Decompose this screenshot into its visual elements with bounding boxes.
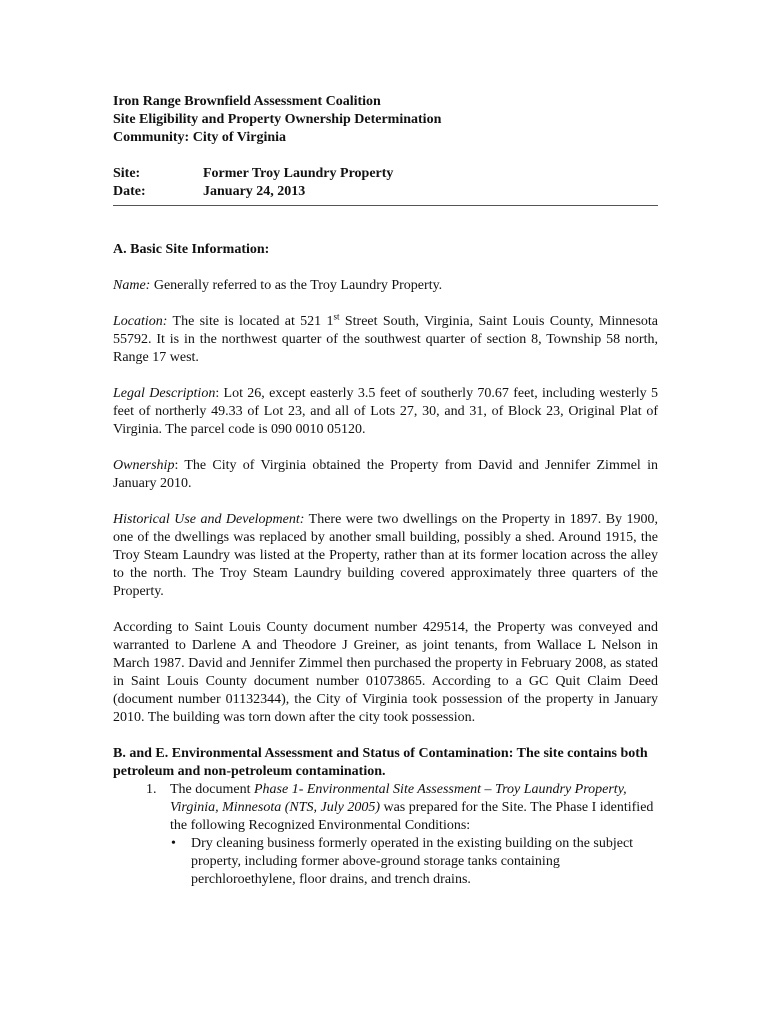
location-paragraph <box>113 313 658 367</box>
list-item <box>146 781 658 835</box>
location-text-1: The site is located at 521 1 <box>167 314 334 329</box>
date-value: January 24, 2013 <box>203 184 306 199</box>
list-item-text <box>170 781 658 835</box>
bullet-text: Dry cleaning business formerly operated in the existing building on the subject property, including former above-ground storage tanks containing perchloroethylene, floor drains, and trench drains. <box>191 836 634 887</box>
bullet-item <box>171 835 658 889</box>
ownership-text: : The City of Virginia obtained the Property from David and Jennifer Zimmel in January 2010. <box>113 458 658 491</box>
section-b-title: B. and E. Environmental Assessment and Status of Contamination: The site contains both petroleum and non-petroleum contamination. <box>113 746 648 779</box>
name-text: Generally referred to as the Troy Laundry Property. <box>150 278 443 293</box>
item1-pre: The document <box>170 782 254 797</box>
history-label: Historical Use and Development: <box>113 512 305 527</box>
document-title: Site Eligibility and Property Ownership Determination <box>113 112 442 127</box>
item1-document-title: Phase 1- Environmental Site Assessment – Troy Laundry Property, Virginia, Minnesota (NTS, July 2005) <box>170 782 627 815</box>
site-value: Former Troy Laundry Property <box>203 166 394 181</box>
list-item-number: 1. <box>146 782 157 797</box>
community-line: Community: City of Virginia <box>113 130 287 145</box>
legal-description-paragraph <box>113 385 658 439</box>
legal-description-label: Legal Description <box>113 386 216 401</box>
date-label: Date: <box>113 184 146 199</box>
site-label: Site: <box>113 166 141 181</box>
site-row <box>113 165 658 183</box>
section-a-title: A. Basic Site Information: <box>113 242 270 257</box>
conveyance-paragraph: According to Saint Louis County document number 429514, the Property was conveyed and warranted to Darlene A and Theodore J Greiner, as joint tenants, from Wallace L Nelson in March 1987. David and Jennifer Zimmel then purchased the property in February 2008, as stated in Saint Louis County document number 01073865. According to a GC Quit Claim Deed (document number 01132344), the City of Virginia took possession of the property in January 2010. The building was torn down after the city took possession. <box>113 620 658 725</box>
history-paragraph <box>113 511 658 601</box>
document-page <box>113 93 658 889</box>
location-text-2: Street South, Virginia, Saint Louis County, Minnesota 55792. It is in the northwest quarter of the southwest quarter of section 8, Township 58 north, Range 17 west. <box>113 314 658 365</box>
location-label: Location: <box>113 314 168 329</box>
name-paragraph <box>113 277 658 295</box>
header-divider <box>113 205 658 206</box>
history-text: There were two dwellings on the Property in 1897. By 1900, one of the dwellings was replaced by another small building, possibly a shed. Around 1915, the Troy Steam Laundry was listed at the Property, rather than at its former location across the alley to the north. The Troy Steam Laundry building covered approximately three quarters of the Property. <box>113 512 658 599</box>
date-row <box>113 183 658 201</box>
legal-description-text: : Lot 26, except easterly 3.5 feet of southerly 70.67 feet, including westerly 5 feet of northerly 49.33 of Lot 23, and all of Lots 27, 30, and 31, of Block 23, Original Plat of Virginia. The parcel code is 090 0010 05120. <box>113 386 658 437</box>
ownership-paragraph <box>113 457 658 493</box>
name-label: Name: <box>113 278 151 293</box>
item1-post: was prepared for the Site. The Phase I identified the following Recognized Environmental Conditions: <box>170 800 654 833</box>
coalition-title: Iron Range Brownfield Assessment Coalition <box>113 94 381 109</box>
location-superscript: st <box>333 311 340 322</box>
ownership-label: Ownership <box>113 458 175 473</box>
bullet-icon: • <box>171 836 176 851</box>
